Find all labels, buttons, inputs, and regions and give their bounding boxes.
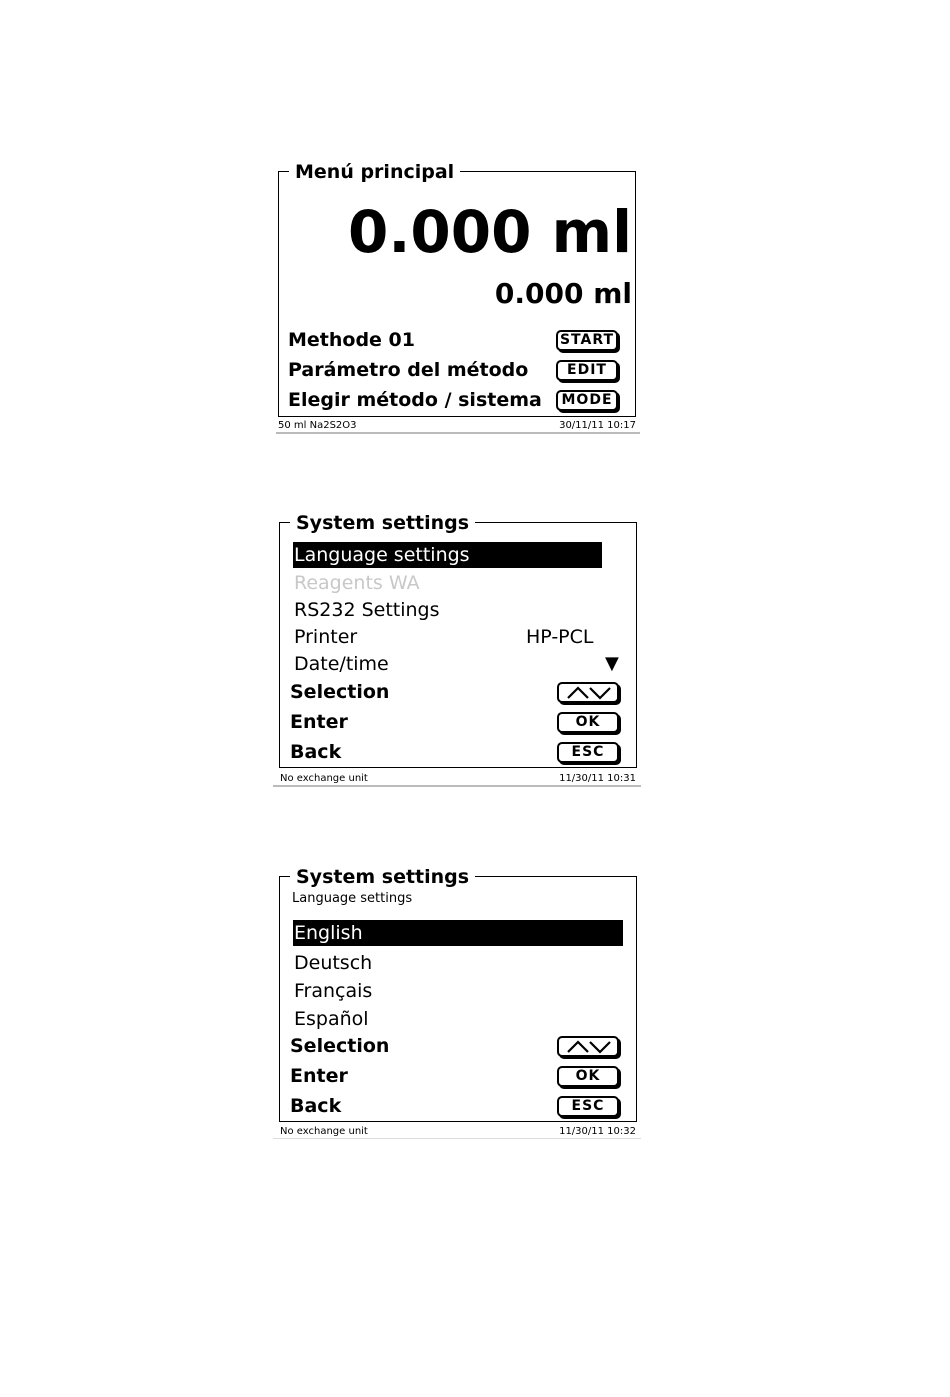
up-down-arrows-icon (560, 685, 616, 700)
status-datetime: 11/30/11 10:31 (559, 773, 636, 784)
menu-item-rs232-settings[interactable]: RS232 Settings (294, 599, 440, 621)
up-down-arrows-button[interactable] (557, 682, 619, 703)
language-settings-screen (273, 865, 641, 1143)
start-button[interactable]: START (556, 330, 618, 351)
selection-label: Selection (290, 1035, 390, 1057)
menu-item-printer[interactable]: Printer (294, 626, 358, 648)
back-label: Back (290, 1095, 342, 1117)
screen-title: Menú principal (289, 161, 460, 183)
screen-subtitle: Language settings (292, 891, 413, 906)
language-item-francais[interactable]: Français (294, 980, 373, 1002)
system-settings-screen (273, 511, 641, 791)
menu-item-reagents-wa: Reagents WA (294, 572, 420, 594)
selection-label: Selection (290, 681, 390, 703)
status-bar-divider (273, 785, 641, 787)
secondary-volume-display: 0.000 ml (494, 277, 632, 310)
choose-method-system-label: Elegir método / sistema (288, 389, 542, 411)
edit-button[interactable]: EDIT (556, 360, 618, 381)
status-datetime: 11/30/11 10:32 (559, 1126, 636, 1137)
method-parameters-label: Parámetro del método (288, 359, 529, 381)
enter-label: Enter (290, 1065, 348, 1087)
menu-item-language-settings[interactable]: Language settings (293, 542, 602, 568)
ok-button[interactable]: OK (557, 1066, 619, 1087)
method-name-label: Methode 01 (288, 329, 415, 351)
esc-button[interactable]: ESC (557, 1096, 619, 1117)
scroll-down-indicator-icon: ▼ (605, 653, 619, 674)
language-item-espanol[interactable]: Español (294, 1008, 369, 1030)
menu-item-date-time[interactable]: Date/time (294, 653, 389, 675)
language-item-english[interactable]: English (293, 920, 623, 946)
main-menu-screen (276, 160, 640, 435)
ok-button[interactable]: OK (557, 712, 619, 733)
enter-label: Enter (290, 711, 348, 733)
status-exchange-unit: No exchange unit (280, 1126, 368, 1137)
status-bar-divider (273, 1138, 641, 1139)
mode-button[interactable]: MODE (556, 390, 618, 411)
up-down-arrows-button[interactable] (557, 1036, 619, 1057)
status-datetime: 30/11/11 10:17 (559, 420, 636, 431)
status-exchange-unit: No exchange unit (280, 773, 368, 784)
up-down-arrows-icon (560, 1039, 616, 1054)
screen-title: System settings (290, 866, 475, 888)
language-item-deutsch[interactable]: Deutsch (294, 952, 373, 974)
screen-title: System settings (290, 512, 475, 534)
esc-button[interactable]: ESC (557, 742, 619, 763)
status-reagent: 50 ml Na2S2O3 (278, 420, 357, 431)
main-volume-display: 0.000 ml (348, 198, 632, 266)
status-bar-divider (276, 432, 640, 434)
back-label: Back (290, 741, 342, 763)
printer-value: HP-PCL (526, 626, 594, 648)
